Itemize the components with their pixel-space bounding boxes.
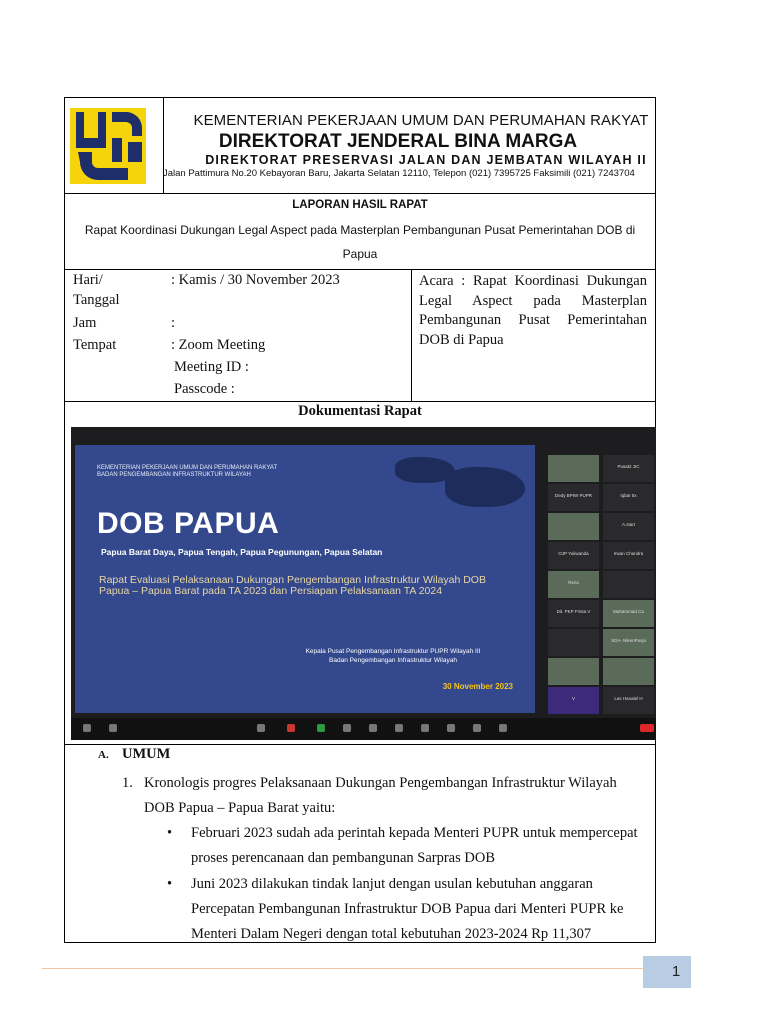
participant-tile[interactable] (603, 687, 654, 714)
meeting-info (65, 269, 655, 401)
footer-line (42, 968, 652, 969)
more-icon[interactable] (499, 724, 507, 732)
participant-tile[interactable] (603, 455, 654, 482)
reactions-icon[interactable] (421, 724, 429, 732)
presentation-slide (75, 445, 535, 713)
participant-name: SDA- NikenPuspi (611, 638, 646, 643)
mic-icon[interactable] (83, 724, 91, 732)
pupr-logo (70, 108, 146, 184)
participant-tile[interactable] (603, 571, 654, 598)
participants-icon[interactable] (257, 724, 265, 732)
participant-tile[interactable] (603, 542, 654, 569)
participant-tile[interactable] (548, 571, 599, 598)
letterhead-text (163, 98, 655, 193)
section-heading (98, 746, 170, 763)
hari-label: Hari/ (73, 272, 103, 288)
documentation-section (65, 401, 655, 744)
leave-button[interactable] (640, 724, 654, 732)
participant-name: Reza (568, 580, 579, 585)
participant-name: Dedy BPIW PUPR (554, 493, 592, 498)
page-number: 1 (643, 956, 691, 988)
directorate-general-name: DIREKTORAT JENDERAL BINA MARGA (218, 131, 578, 152)
bullet-text: Juni 2023 dilakukan tindak lanjut dengan usulan kebutuhan anggaran Percepatan Pembangunan Infrastruktur DOB Papua dari Menteri PUPR ke Menteri Dalam Negeri dengan total kebutuhan 2023-2024 Rp 11,307 (191, 876, 624, 942)
summary-icon[interactable] (343, 724, 351, 732)
whiteboard-icon[interactable] (473, 724, 481, 732)
slide-description: Rapat Evaluasi Pelaksanaan Dukungan Pengembangan Infrastruktur Wilayah DOB Papua – Papua Barat pada TA 2023 dan Persiapan Pelaksanaan TA 2024 (99, 574, 486, 597)
acara-text: Acara : Rapat Koordinasi Dukungan Legal Aspect pada Masterplan Pembangunan Pusat Pemerintahan DOB di Papua (419, 273, 647, 348)
participant-name: Irwan Chandra (613, 551, 644, 556)
letterhead (65, 98, 655, 193)
passcode: Passcode : (174, 381, 235, 397)
participant-name: Pusat2 JIC (617, 464, 640, 469)
chat-icon[interactable] (287, 724, 295, 732)
participant-name: A.start (621, 522, 635, 527)
participant-tile[interactable] (603, 629, 654, 656)
bullet-icon: • (167, 825, 173, 841)
participant-tile[interactable] (548, 600, 599, 627)
zoom-toolbar (71, 718, 656, 740)
participant-tile[interactable] (603, 600, 654, 627)
participant-name: Muhammad Ca (613, 609, 644, 614)
report-subtitle: Rapat Koordinasi Dukungan Legal Aspect pada Masterplan Pembangunan Pusat Pemerintahan DOB di Papua (84, 223, 636, 261)
record-icon[interactable] (395, 724, 403, 732)
participant-name: OJP Yuliwanda (558, 551, 589, 556)
participant-gallery (548, 455, 654, 715)
report-title: LAPORAN HASIL RAPAT (292, 199, 428, 211)
jam-label: Jam (73, 315, 97, 331)
item-text: Kronologis progres Pelaksanaan Dukungan Pengembangan Infrastruktur Wilayah DOB Papua – Papua Barat yaitu: (144, 775, 617, 816)
ai-companion-icon[interactable] (369, 724, 377, 732)
item-number: 1. (122, 775, 133, 791)
bullet-text: Februari 2023 sudah ada perintah kepada Menteri PUPR untuk mempercepat proses perencanaan dan pembangunan Sarpras DOB (191, 825, 638, 866)
ministry-name: KEMENTERIAN PEKERJAAN UMUM DAN PERUMAHAN RAKYAT (193, 112, 649, 129)
slide-presenter: Kepala Pusat Pengembangan Infrastruktur PUPR Wilayah III Badan Pengembangan Infrastruktur Wilayah (305, 648, 481, 664)
report-document (64, 97, 656, 943)
logo-cell (65, 98, 164, 193)
participant-name: Iqbar 5x (620, 493, 637, 498)
meeting-id: Meeting ID : (174, 359, 249, 375)
participant-tile[interactable] (603, 513, 654, 540)
section-letter: A. (98, 749, 109, 761)
meeting-schedule (65, 269, 412, 401)
tanggal-label: Tanggal (73, 292, 120, 308)
bullet-icon: • (167, 876, 173, 892)
directorate-name: DIREKTORAT PRESERVASI JALAN DAN JEMBATAN WILAYAH II (205, 153, 647, 167)
participant-tile[interactable] (548, 687, 599, 714)
share-screen-icon[interactable] (317, 724, 325, 732)
participant-tile[interactable] (548, 629, 599, 656)
slide-title: DOB PAPUA (97, 507, 280, 540)
apps-icon[interactable] (447, 724, 455, 732)
participant-name: Las Hanalel H (614, 696, 643, 701)
participant-name: V (571, 696, 575, 701)
office-address: Jalan Pattimura No.20 Kebayoran Baru, Jakarta Selatan 12110, Telepon (021) 7395725 Faksimili (021) 7243704 (163, 168, 635, 179)
hari-value: : Kamis / 30 November 2023 (171, 272, 340, 288)
report-header (65, 193, 655, 269)
jam-value: : (171, 315, 176, 331)
slide-org: KEMENTERIAN PEKERJAAN UMUM DAN PERUMAHAN RAKYAT BADAN PENGEMBANGAN INFRASTRUKTUR WILAYAH (97, 465, 278, 478)
slide-subtitle: Papua Barat Daya, Papua Tengah, Papua Pegunungan, Papua Selatan (101, 547, 383, 557)
map-shape (445, 467, 525, 507)
documentation-title: Dokumentasi Rapat (298, 403, 422, 419)
participant-tile[interactable] (548, 455, 599, 482)
video-icon[interactable] (109, 724, 117, 732)
tempat-label: Tempat (73, 337, 117, 353)
participant-tile[interactable] (603, 484, 654, 511)
slide-date: 30 November 2023 (442, 682, 513, 691)
participant-name: Dit. PKP Frista V (556, 609, 591, 614)
participant-tile[interactable] (548, 542, 599, 569)
tempat-value: : Zoom Meeting (171, 337, 266, 353)
participant-tile[interactable] (548, 513, 599, 540)
section-title: UMUM (122, 746, 171, 762)
participant-tile[interactable] (603, 658, 654, 685)
participant-tile[interactable] (548, 484, 599, 511)
participant-tile[interactable] (548, 658, 599, 685)
zoom-screenshot (71, 427, 656, 740)
content-section (65, 744, 655, 944)
